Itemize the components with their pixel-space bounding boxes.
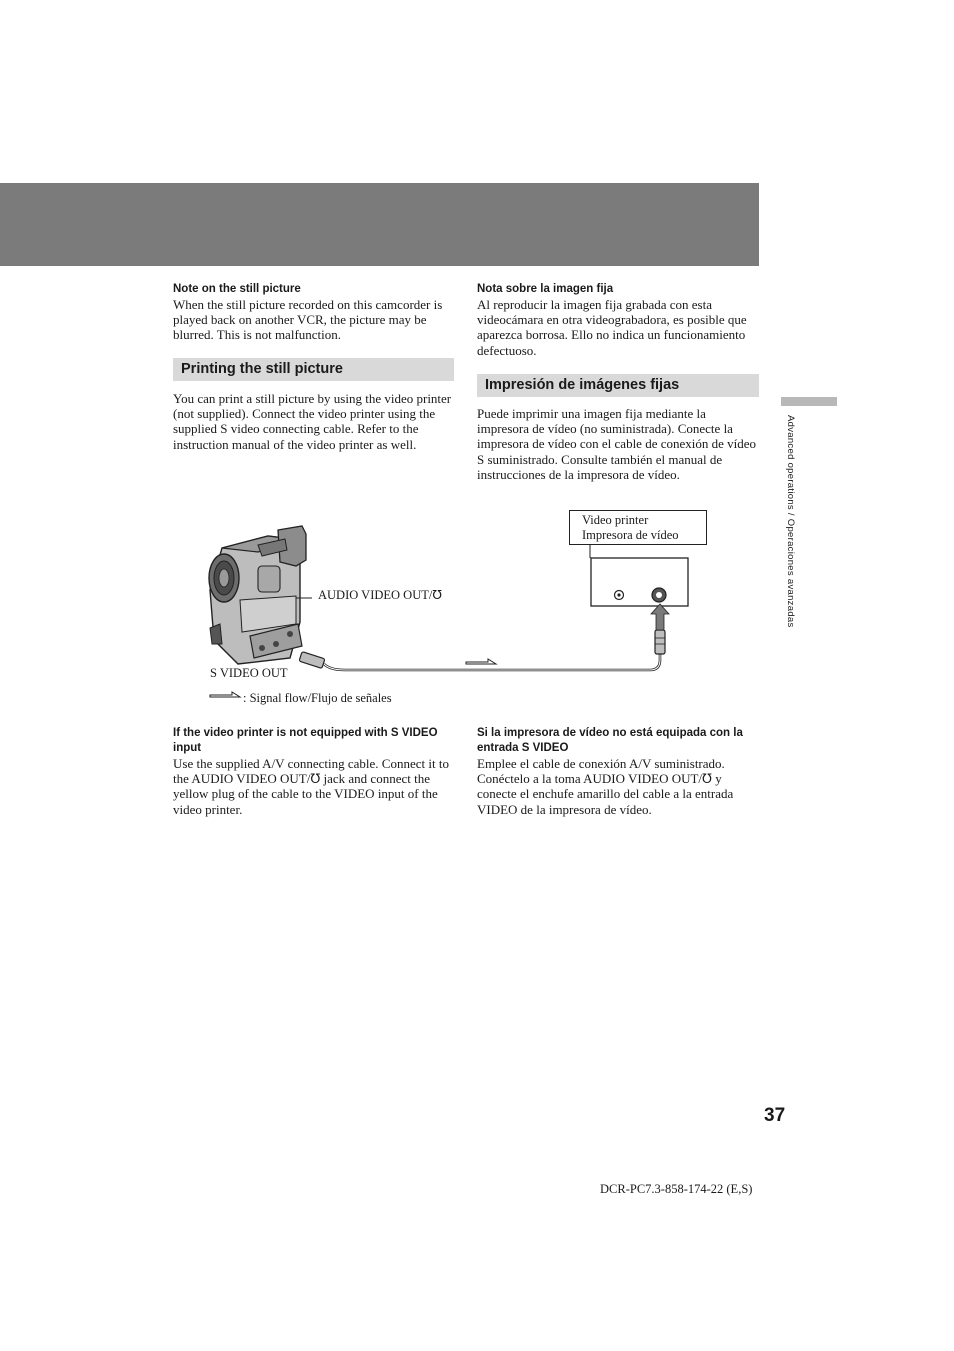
bottom-block-en [173,726,456,817]
section-text-en: You can print a still picture by using the video printer (not supplied). Connect the video printer using the supplied S video connecting cable. Refer to the instruction manual of the video printer as well. [173,391,452,452]
section-text-es: Puede imprimir una imagen fija mediante la impresora de vídeo (no suministrada). Conecte la impresora de vídeo con el cable de conexión de vídeo S suministrado. Consulte también el manual de instrucciones de la impresora de vídeo. [477,406,757,482]
audio-video-out-label: AUDIO VIDEO OUT/℧ [318,588,442,602]
bottom-text-en: Use the supplied A/V connecting cable. Connect it to the AUDIO VIDEO OUT/℧ jack and connect the yellow plug of the cable to the VIDEO input of the video printer. [173,756,449,817]
s-video-cable [299,630,665,670]
video-printer-illustration [590,545,688,606]
section-title-es: Impresión de imágenes fijas [477,374,759,397]
bottom-heading-es: Si la impresora de vídeo no está equipada con la entrada S VIDEO [477,727,743,754]
connection-up-arrow [651,604,669,630]
signal-flow-legend: : Signal flow/Flujo de señales [243,691,392,705]
note-block-en [173,282,456,343]
section-title-en: Printing the still picture [173,358,454,381]
header-band [0,183,759,266]
camcorder-illustration [209,526,312,664]
note-heading-en: Note on the still picture [173,283,301,295]
printer-label-es: Impresora de vídeo [582,528,679,542]
printer-label-box [569,510,707,545]
footer-code: DCR-PC7.3-858-174-22 (E,S) [600,1182,753,1196]
note-text-en: When the still picture recorded on this camcorder is played back on another VCR, the picture may be blurred. This is not malfunction. [173,297,443,343]
note-text-es: Al reproducir la imagen fija grabada con esta videocámara en otra videograbadora, es posible que aparezca borrosa. Ello no indica un funcionamiento defectuoso. [477,297,747,358]
printer-label-en: Video printer [582,513,649,527]
s-video-out-label: S VIDEO OUT [210,666,288,680]
bottom-text-es: Emplee el cable de conexión A/V suministrado. Conéctelo a la toma AUDIO VIDEO OUT/℧ y conecte el enchufe amarillo del cable a la entrada VIDEO de la impresora de vídeo. [477,756,734,817]
signal-flow-arrow [466,659,496,664]
side-tab-marker [781,397,837,406]
page-number: 37 [764,1105,786,1126]
note-heading-es: Nota sobre la imagen fija [477,283,614,295]
side-tab-text: Advanced operations / Operaciones avanzadas [785,415,796,628]
legend-arrow-icon [210,692,240,697]
bottom-heading-en: If the video printer is not equipped with S VIDEO input [173,727,438,754]
bottom-block-es [477,726,761,817]
note-block-es [477,282,761,358]
